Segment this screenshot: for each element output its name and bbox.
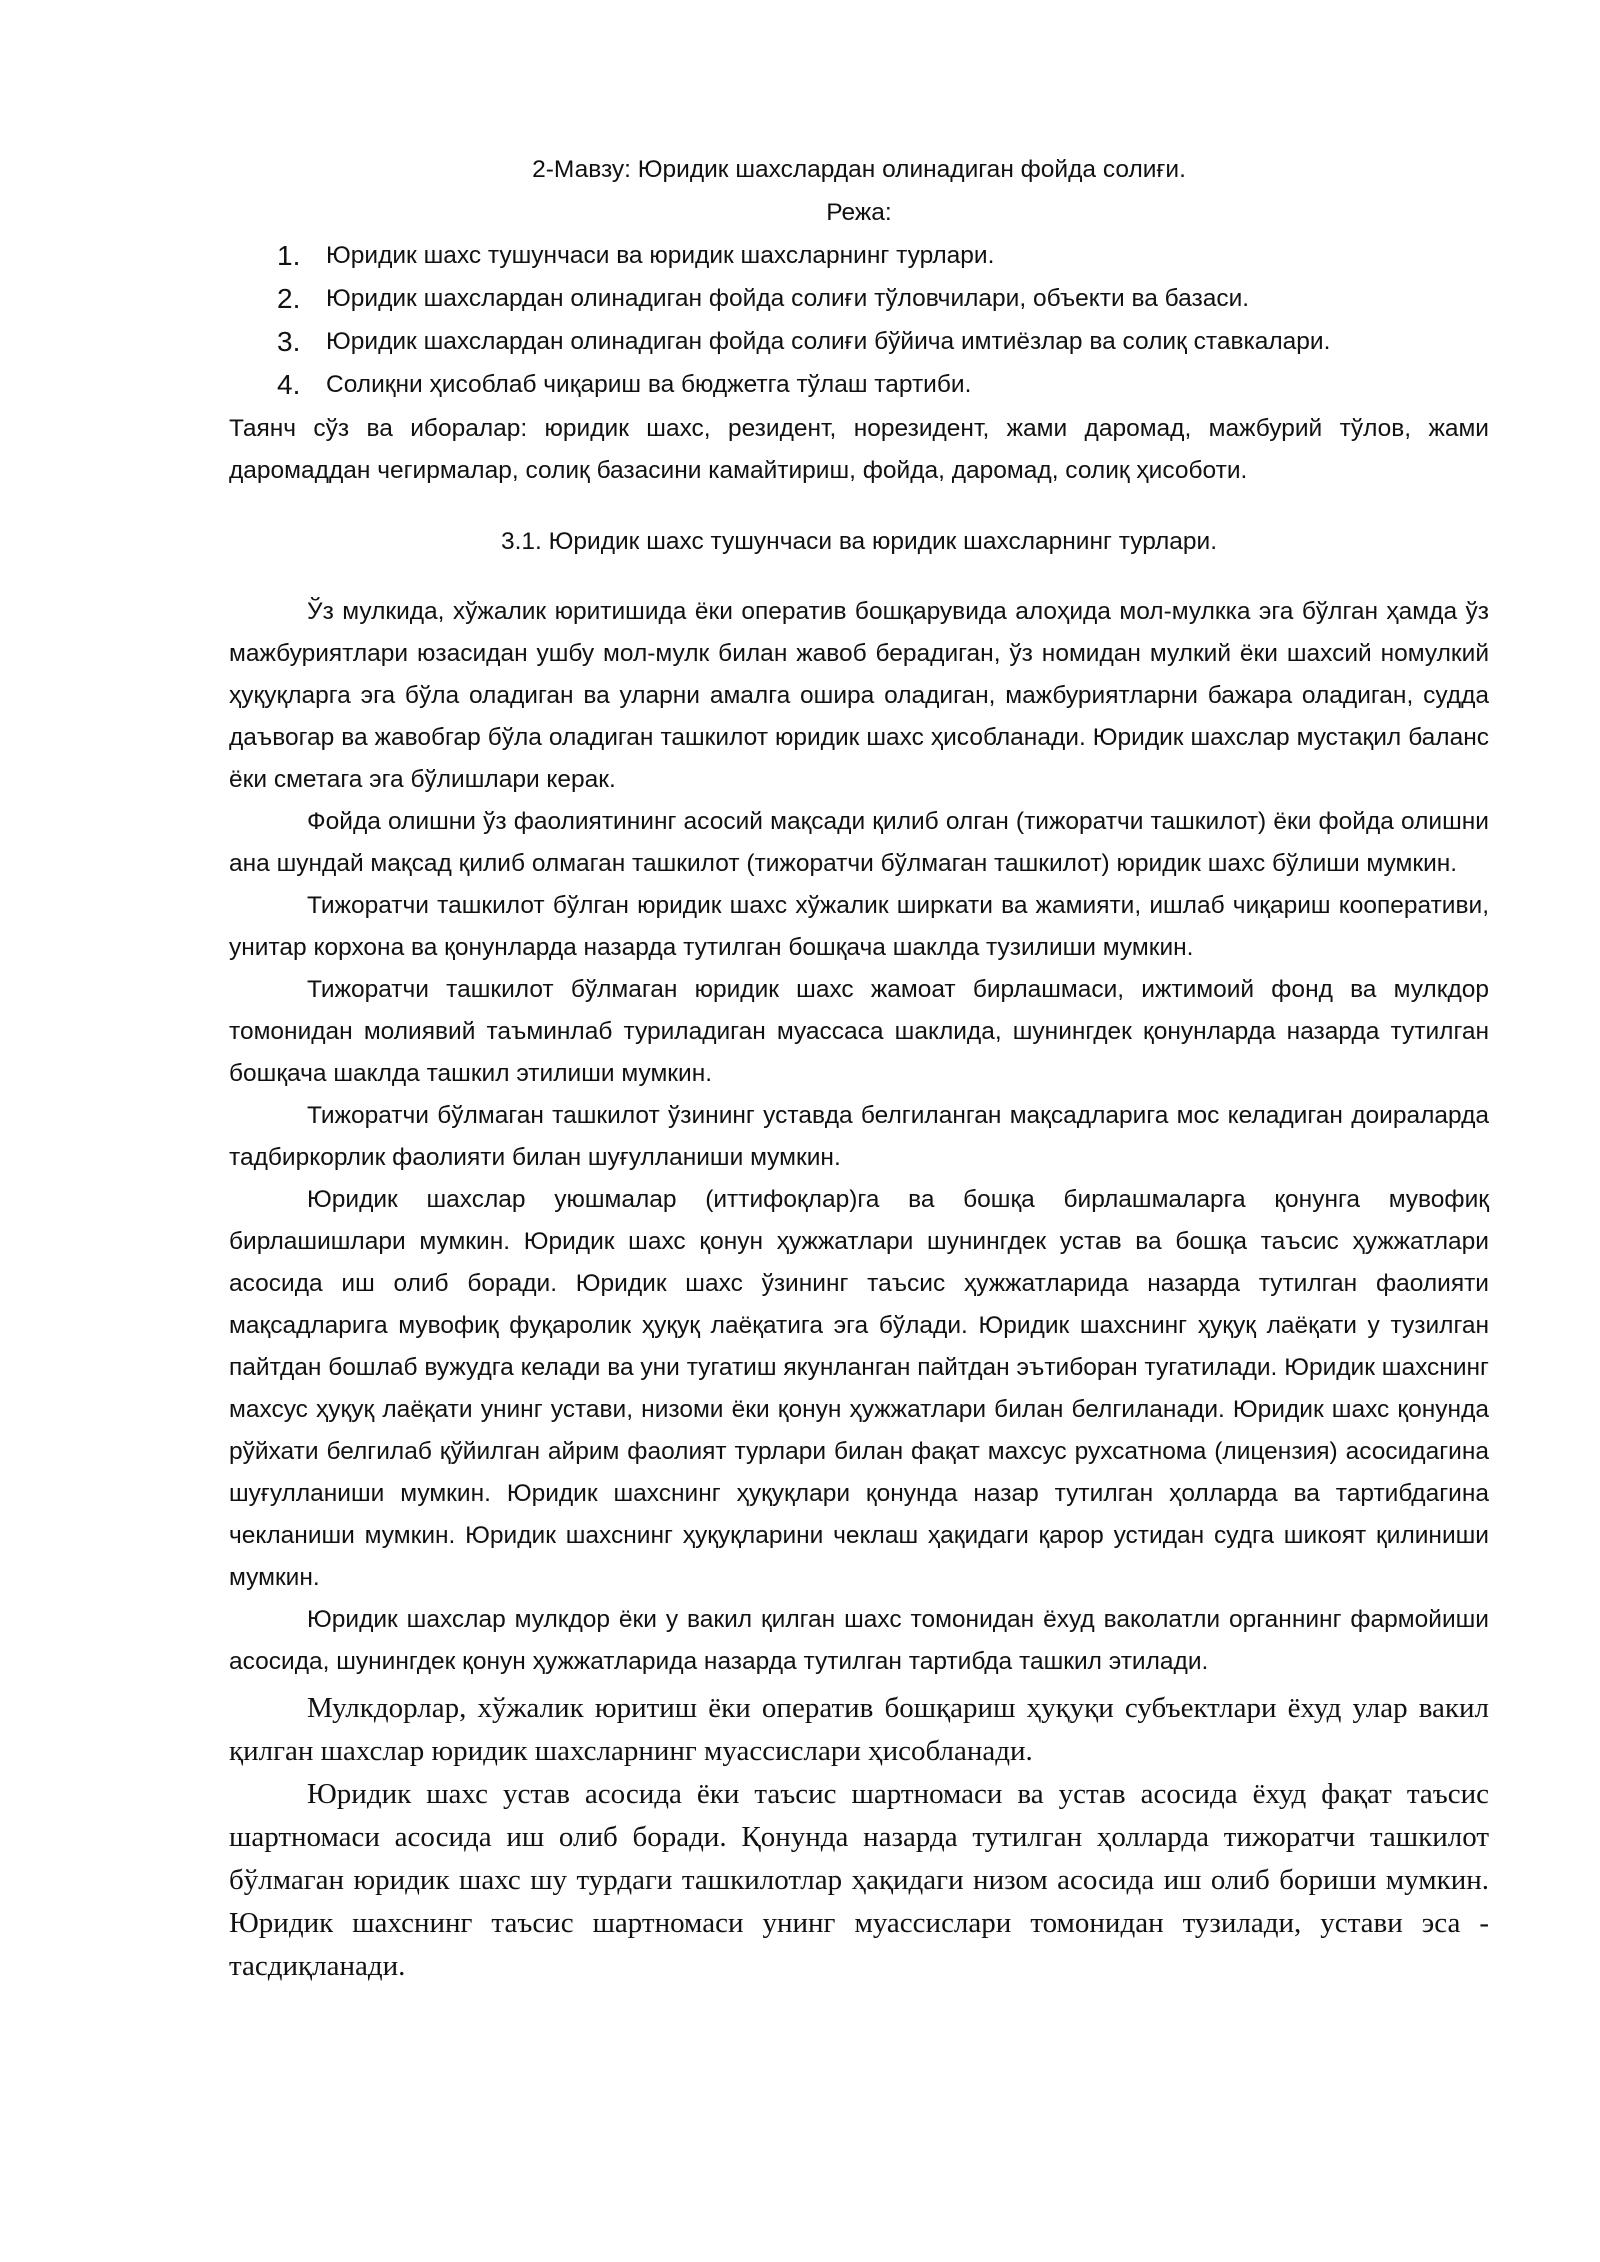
body-paragraph: Ўз мулкида, хўжалик юритишида ёки оператив бошқарувида алоҳида мол-мулкка эга бўлган ҳамда ўз мажбуриятлари юзасидан ушбу мол-мулк билан жавоб берадиган, ўз номидан мулкий ёки шахсий номулкий ҳуқуқларга эга бўла оладиган ва уларни амалга ошира оладиган, мажбуриятларни бажара оладиган, судда даъвогар ва жавобгар бўла оладиган ташкилот юридик шахс ҳисобланади. Юридик шахслар мустақил баланс ёки сметага эга бўлишлари керак.	[229, 598, 1489, 793]
plan-item-text: Юридик шахслардан олинадиган фойда солиғи бўйича имтиёзлар ва солиқ ставкалари.	[326, 328, 1331, 355]
body-paragraph: Тижоратчи бўлмаган ташкилот ўзининг уставда белгиланган мақсадларига мос келадиган доираларда тадбиркорлик фаолияти билан шуғулланиши мумкин.	[229, 1102, 1489, 1171]
plan-item-text: Солиқни ҳисоблаб чиқариш ва бюджетга тўлаш тартиби.	[326, 371, 972, 398]
body-paragraph: Юридик шахслар уюшмалар (иттифоқлар)га ва бошқа бирлашмаларга қонунга мувофиқ бирлашишлари мумкин. Юридик шахс қонун ҳужжатлари шунингдек устав ва бошқа таъсис ҳужжатлари асосида иш олиб боради. Юридик шахс ўзининг таъсис ҳужжатларида назарда тутилган фаолияти мақсадларига мувофиқ фуқаролик ҳуқуқ лаёқатига эга бўлади. Юридик шахснинг ҳуқуқ лаёқати у тузилган пайтдан бошлаб вужудга келади ва уни тугатиш якунланган пайтдан эътиборан тугатилади. Юридик шахснинг махсус ҳуқуқ лаёқати унинг устави, низоми ёки қонун ҳужжатлари билан белгиланади. Юридик шахс қонунда рўйхати белгилаб қўйилган айрим фаолият турлари билан фақат махсус рухсатнома (лицензия) асосидагина шуғулланиши мумкин. Юридик шахснинг ҳуқуқлари қонунда назар тутилган ҳолларда ва тартибдагина чекланиши мумкин. Юридик шахснинг ҳуқуқларини чеклаш ҳақидаги қарор устидан судга шикоят қилиниши мумкин.	[229, 1186, 1489, 1591]
body-paragraph: Тижоратчи ташкилот бўлмаган юридик шахс жамоат бирлашмаси, ижтимоий фонд ва мулкдор томонидан молиявий таъминлаб туриладиган муассаса шаклида, шунингдек қонунларда назарда тутилган бошқача шаклда ташкил этилиши мумкин.	[229, 976, 1489, 1087]
plan-item-text: Юридик шахслардан олинадиган фойда солиғи тўловчилари, объекти ва базаси.	[326, 285, 1250, 312]
page-title: 2-Мавзу: Юридик шахслардан олинадиган фойда солиғи.	[532, 156, 1186, 183]
plan-item-number: 2.	[277, 283, 301, 314]
plan-item-number: 4.	[277, 369, 301, 400]
plan-heading: Режа:	[826, 199, 892, 226]
body-paragraph: Тижоратчи ташкилот бўлган юридик шахс хўжалик ширкати ва жамияти, ишлаб чиқариш кооперативи, унитар корхона ва қонунларда назарда тутилган бошқача шаклда тузилиши мумкин.	[229, 892, 1489, 961]
plan-item-number: 3.	[277, 326, 301, 357]
body-paragraph-serif: Юридик шахс устав асосида ёки таъсис шартномаси ва устав асосида ёхуд фақат таъсис шартномаси асосида иш олиб боради. Қонунда назарда тутилган ҳолларда тижоратчи ташкилот бўлмаган юридик шахс шу турдаги ташкилотлар ҳақидаги низом асосида иш олиб бориши мумкин. Юридик шахснинг таъсис шартномаси унинг муассислари томонидан тузилади, устави эса - тасдиқланади.	[229, 1778, 1489, 1982]
plan-list	[229, 234, 1489, 406]
plan-item	[229, 234, 1489, 277]
body-paragraph: Юридик шахслар мулкдор ёки у вакил қилган шахс томонидан ёхуд ваколатли органнинг фармойиши асосида, шунингдек қонун ҳужжатларида назарда тутилган тартибда ташкил этилади.	[229, 1606, 1489, 1675]
keywords-paragraph: Таянч сўз ва иборалар: юридик шахс, резидент, норезидент, жами даромад, мажбурий тўлов, жами даромаддан чегирмалар, солиқ базасини камайтириш, фойда, даромад, солиқ ҳисоботи.	[229, 415, 1489, 484]
section-heading: 3.1. Юридик шахс тушунчаси ва юридик шахсларнинг турлари.	[500, 528, 1218, 555]
body-paragraph-serif: Мулкдорлар, хўжалик юритиш ёки оператив бошқариш ҳуқуқи субъектлари ёхуд улар вакил қилган шахслар юридик шахсларнинг муассислари ҳисобланади.	[229, 1692, 1489, 1767]
plan-item	[229, 277, 1489, 320]
plan-item-text: Юридик шахс тушунчаси ва юридик шахсларнинг турлари.	[326, 242, 995, 269]
body-paragraph: Фойда олишни ўз фаолиятининг асосий мақсади қилиб олган (тижоратчи ташкилот) ёки фойда олишни ана шундай мақсад қилиб олмаган ташкилот (тижоратчи бўлмаган ташкилот) юридик шахс бўлиши мумкин.	[229, 808, 1489, 877]
plan-item-number: 1.	[277, 240, 301, 271]
plan-item	[229, 320, 1489, 363]
plan-item	[229, 363, 1489, 406]
